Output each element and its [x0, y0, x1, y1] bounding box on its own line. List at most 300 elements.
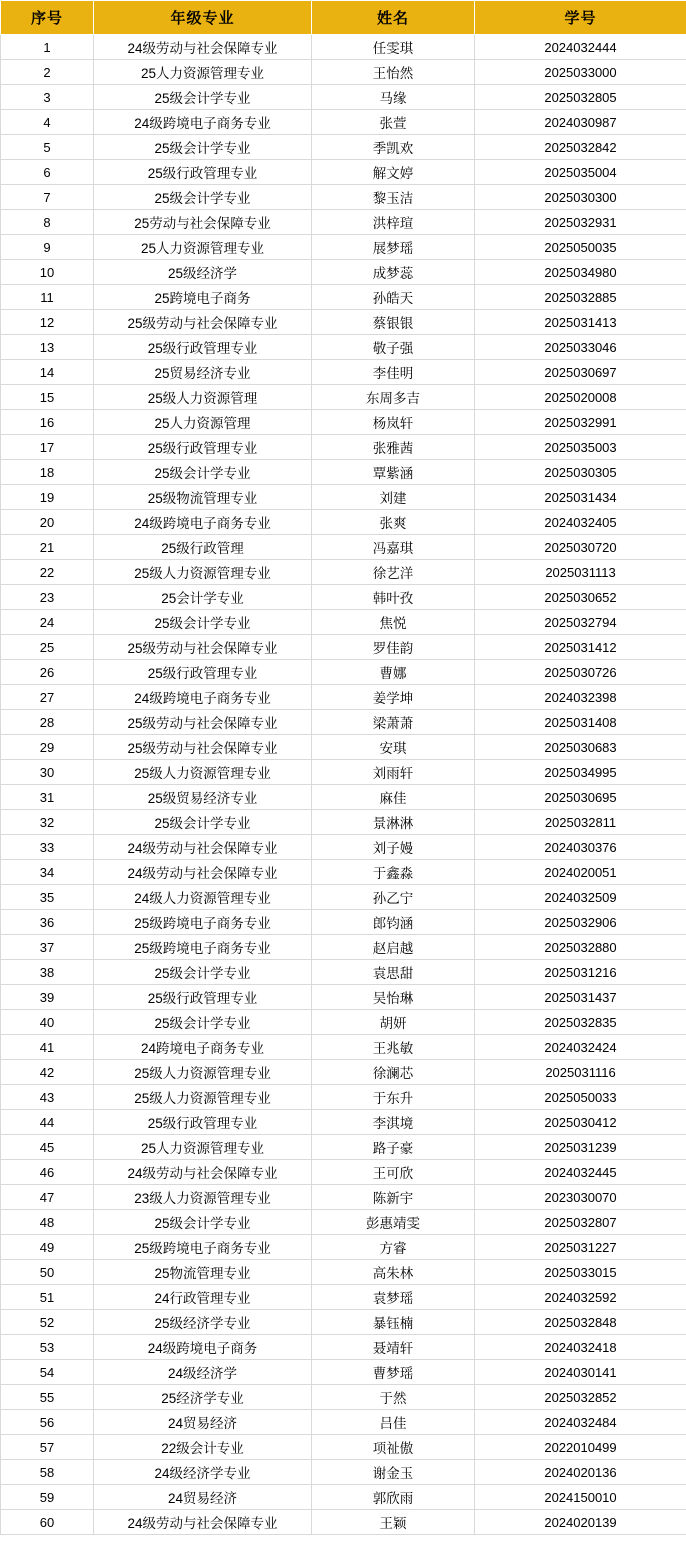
cell-major: 25级人力资源管理专业: [94, 1085, 312, 1110]
cell-major: 24行政管理专业: [94, 1285, 312, 1310]
table-row: [1, 1410, 686, 1435]
cell-major: 24级跨境电子商务专业: [94, 510, 312, 535]
cell-name: 于然: [312, 1385, 475, 1410]
cell-major: 24级跨境电子商务专业: [94, 110, 312, 135]
cell-index: 19: [1, 485, 94, 510]
table-row: [1, 835, 686, 860]
table-row: [1, 1010, 686, 1035]
cell-index: 5: [1, 135, 94, 160]
cell-student-id: 2025032835: [475, 1010, 686, 1035]
cell-major: 23级人力资源管理专业: [94, 1185, 312, 1210]
cell-index: 47: [1, 1185, 94, 1210]
cell-major: 25级行政管理专业: [94, 435, 312, 460]
cell-index: 6: [1, 160, 94, 185]
cell-student-id: 2025035004: [475, 160, 686, 185]
cell-name: 东周多吉: [312, 385, 475, 410]
table-row: [1, 785, 686, 810]
column-header-name: 姓名: [312, 1, 475, 35]
table-row: [1, 35, 686, 60]
cell-name: 刘雨轩: [312, 760, 475, 785]
cell-major: 25会计学专业: [94, 585, 312, 610]
cell-name: 李淇境: [312, 1110, 475, 1135]
cell-major: 25级人力资源管理专业: [94, 1060, 312, 1085]
cell-name: 徐澜芯: [312, 1060, 475, 1085]
cell-major: 25级会计学专业: [94, 185, 312, 210]
cell-student-id: 2025030697: [475, 360, 686, 385]
cell-index: 28: [1, 710, 94, 735]
cell-name: 景淋淋: [312, 810, 475, 835]
cell-name: 郎钧涵: [312, 910, 475, 935]
cell-name: 敬子强: [312, 335, 475, 360]
cell-index: 25: [1, 635, 94, 660]
table-row: [1, 1435, 686, 1460]
cell-name: 孙乙宁: [312, 885, 475, 910]
cell-name: 季凯欢: [312, 135, 475, 160]
cell-index: 51: [1, 1285, 94, 1310]
cell-name: 吴怡琳: [312, 985, 475, 1010]
cell-student-id: 2024030376: [475, 835, 686, 860]
cell-index: 39: [1, 985, 94, 1010]
cell-major: 25级劳动与社会保障专业: [94, 710, 312, 735]
table-row: [1, 960, 686, 985]
cell-name: 张雅茜: [312, 435, 475, 460]
cell-major: 24级经济学专业: [94, 1460, 312, 1485]
cell-student-id: 2024032444: [475, 35, 686, 60]
cell-index: 15: [1, 385, 94, 410]
cell-student-id: 2025033000: [475, 60, 686, 85]
cell-major: 24级劳动与社会保障专业: [94, 1510, 312, 1535]
cell-student-id: 2025032852: [475, 1385, 686, 1410]
table-row: [1, 360, 686, 385]
cell-name: 洪梓瑄: [312, 210, 475, 235]
cell-index: 59: [1, 1485, 94, 1510]
cell-name: 项祉傲: [312, 1435, 475, 1460]
cell-major: 25级行政管理专业: [94, 660, 312, 685]
table-row: [1, 560, 686, 585]
table-row: [1, 1085, 686, 1110]
cell-index: 24: [1, 610, 94, 635]
table-row: [1, 435, 686, 460]
cell-student-id: 2025031113: [475, 560, 686, 585]
cell-index: 42: [1, 1060, 94, 1085]
cell-index: 43: [1, 1085, 94, 1110]
table-row: [1, 535, 686, 560]
cell-student-id: 2024030987: [475, 110, 686, 135]
cell-name: 谢金玉: [312, 1460, 475, 1485]
cell-name: 展梦瑶: [312, 235, 475, 260]
cell-student-id: 2025020008: [475, 385, 686, 410]
table-row: [1, 935, 686, 960]
cell-index: 48: [1, 1210, 94, 1235]
cell-student-id: 2025030305: [475, 460, 686, 485]
cell-index: 58: [1, 1460, 94, 1485]
table-row: [1, 660, 686, 685]
cell-index: 56: [1, 1410, 94, 1435]
cell-student-id: 2025031412: [475, 635, 686, 660]
cell-major: 25级行政管理专业: [94, 335, 312, 360]
cell-name: 吕佳: [312, 1410, 475, 1435]
cell-major: 25级会计学专业: [94, 610, 312, 635]
cell-major: 25级跨境电子商务专业: [94, 1235, 312, 1260]
table-row: [1, 1160, 686, 1185]
table-row: [1, 85, 686, 110]
table-row: [1, 1310, 686, 1335]
cell-name: 韩叶孜: [312, 585, 475, 610]
cell-student-id: 2025031216: [475, 960, 686, 985]
cell-index: 22: [1, 560, 94, 585]
cell-major: 24级跨境电子商务: [94, 1335, 312, 1360]
cell-student-id: 2024020139: [475, 1510, 686, 1535]
cell-index: 30: [1, 760, 94, 785]
cell-index: 53: [1, 1335, 94, 1360]
table-row: [1, 1335, 686, 1360]
cell-major: 24级劳动与社会保障专业: [94, 1160, 312, 1185]
cell-student-id: 2025032931: [475, 210, 686, 235]
cell-major: 25级会计学专业: [94, 460, 312, 485]
cell-index: 9: [1, 235, 94, 260]
cell-major: 25级经济学: [94, 260, 312, 285]
cell-major: 25级会计学专业: [94, 1010, 312, 1035]
cell-major: 25跨境电子商务: [94, 285, 312, 310]
table-row: [1, 760, 686, 785]
cell-major: 25级行政管理专业: [94, 160, 312, 185]
cell-name: 安琪: [312, 735, 475, 760]
cell-student-id: 2025031434: [475, 485, 686, 510]
cell-major: 25贸易经济专业: [94, 360, 312, 385]
table-row: [1, 310, 686, 335]
cell-index: 36: [1, 910, 94, 935]
cell-name: 暴钰楠: [312, 1310, 475, 1335]
table-row: [1, 135, 686, 160]
table-row: [1, 410, 686, 435]
cell-index: 29: [1, 735, 94, 760]
cell-index: 49: [1, 1235, 94, 1260]
cell-name: 姜学坤: [312, 685, 475, 710]
cell-student-id: 2025033046: [475, 335, 686, 360]
cell-name: 胡妍: [312, 1010, 475, 1035]
cell-name: 冯嘉琪: [312, 535, 475, 560]
cell-student-id: 2025031116: [475, 1060, 686, 1085]
cell-index: 17: [1, 435, 94, 460]
cell-student-id: 2024030141: [475, 1360, 686, 1385]
cell-major: 25级行政管理专业: [94, 1110, 312, 1135]
cell-major: 25级会计学专业: [94, 85, 312, 110]
cell-student-id: 2025031239: [475, 1135, 686, 1160]
cell-major: 25级贸易经济专业: [94, 785, 312, 810]
cell-name: 曹娜: [312, 660, 475, 685]
cell-name: 杨岚轩: [312, 410, 475, 435]
cell-name: 路子豪: [312, 1135, 475, 1160]
table-row: [1, 1510, 686, 1535]
cell-index: 4: [1, 110, 94, 135]
cell-major: 25劳动与社会保障专业: [94, 210, 312, 235]
cell-name: 聂靖轩: [312, 1335, 475, 1360]
cell-major: 25级会计学专业: [94, 1210, 312, 1235]
cell-major: 25人力资源管理专业: [94, 235, 312, 260]
table-row: [1, 485, 686, 510]
cell-index: 37: [1, 935, 94, 960]
cell-index: 31: [1, 785, 94, 810]
cell-student-id: 2025030300: [475, 185, 686, 210]
table-row: [1, 1185, 686, 1210]
cell-index: 46: [1, 1160, 94, 1185]
cell-student-id: 2025032811: [475, 810, 686, 835]
cell-name: 李佳明: [312, 360, 475, 385]
cell-name: 陈新宇: [312, 1185, 475, 1210]
table-row: [1, 910, 686, 935]
cell-student-id: 2024032418: [475, 1335, 686, 1360]
table-row: [1, 635, 686, 660]
cell-index: 3: [1, 85, 94, 110]
table-row: [1, 710, 686, 735]
cell-name: 孙皓天: [312, 285, 475, 310]
cell-index: 12: [1, 310, 94, 335]
cell-name: 罗佳韵: [312, 635, 475, 660]
table-row: [1, 1060, 686, 1085]
cell-name: 覃紫涵: [312, 460, 475, 485]
cell-student-id: 2025030412: [475, 1110, 686, 1135]
table-row: [1, 110, 686, 135]
table-row: [1, 585, 686, 610]
cell-name: 彭惠靖雯: [312, 1210, 475, 1235]
cell-name: 解文婷: [312, 160, 475, 185]
cell-index: 34: [1, 860, 94, 885]
cell-major: 24级人力资源管理专业: [94, 885, 312, 910]
cell-name: 梁萧萧: [312, 710, 475, 735]
cell-student-id: 2025030720: [475, 535, 686, 560]
cell-student-id: 2024032405: [475, 510, 686, 535]
cell-index: 21: [1, 535, 94, 560]
table-row: [1, 335, 686, 360]
cell-major: 24级劳动与社会保障专业: [94, 835, 312, 860]
cell-index: 55: [1, 1385, 94, 1410]
cell-student-id: 2024032484: [475, 1410, 686, 1435]
cell-name: 焦悦: [312, 610, 475, 635]
table-row: [1, 260, 686, 285]
table-row: [1, 885, 686, 910]
cell-student-id: 2024150010: [475, 1485, 686, 1510]
cell-name: 黎玉洁: [312, 185, 475, 210]
cell-student-id: 2025030683: [475, 735, 686, 760]
cell-student-id: 2023030070: [475, 1185, 686, 1210]
cell-student-id: 2025032848: [475, 1310, 686, 1335]
cell-name: 高朱林: [312, 1260, 475, 1285]
cell-major: 24级劳动与社会保障专业: [94, 35, 312, 60]
table-row: [1, 235, 686, 260]
cell-index: 32: [1, 810, 94, 835]
table-row: [1, 1360, 686, 1385]
cell-student-id: 2025035003: [475, 435, 686, 460]
table-row: [1, 60, 686, 85]
table-row: [1, 1035, 686, 1060]
cell-major: 25级人力资源管理专业: [94, 560, 312, 585]
cell-name: 王兆敏: [312, 1035, 475, 1060]
cell-name: 任雯琪: [312, 35, 475, 60]
cell-name: 袁思甜: [312, 960, 475, 985]
cell-index: 54: [1, 1360, 94, 1385]
cell-major: 25级会计学专业: [94, 135, 312, 160]
cell-major: 25级劳动与社会保障专业: [94, 735, 312, 760]
cell-student-id: 2024032424: [475, 1035, 686, 1060]
cell-index: 10: [1, 260, 94, 285]
table-row: [1, 285, 686, 310]
cell-index: 18: [1, 460, 94, 485]
cell-student-id: 2025032885: [475, 285, 686, 310]
cell-student-id: 2024032445: [475, 1160, 686, 1185]
cell-index: 13: [1, 335, 94, 360]
cell-index: 52: [1, 1310, 94, 1335]
cell-name: 徐艺洋: [312, 560, 475, 585]
cell-major: 25级跨境电子商务专业: [94, 910, 312, 935]
cell-index: 38: [1, 960, 94, 985]
cell-name: 王颖: [312, 1510, 475, 1535]
cell-index: 44: [1, 1110, 94, 1135]
table-row: [1, 1210, 686, 1235]
cell-major: 25物流管理专业: [94, 1260, 312, 1285]
cell-name: 刘建: [312, 485, 475, 510]
table-header: [1, 1, 686, 35]
table-row: [1, 860, 686, 885]
table-row: [1, 1110, 686, 1135]
cell-name: 张萱: [312, 110, 475, 135]
cell-student-id: 2025033015: [475, 1260, 686, 1285]
cell-name: 王怡然: [312, 60, 475, 85]
cell-student-id: 2025032794: [475, 610, 686, 635]
table-row: [1, 210, 686, 235]
cell-index: 23: [1, 585, 94, 610]
table-row: [1, 985, 686, 1010]
table-row: [1, 1260, 686, 1285]
cell-student-id: 2025032842: [475, 135, 686, 160]
cell-major: 25级行政管理: [94, 535, 312, 560]
cell-index: 2: [1, 60, 94, 85]
cell-major: 25级物流管理专业: [94, 485, 312, 510]
cell-index: 35: [1, 885, 94, 910]
cell-index: 41: [1, 1035, 94, 1060]
cell-major: 24级劳动与社会保障专业: [94, 860, 312, 885]
column-header-student-id: 学号: [475, 1, 686, 35]
cell-name: 成梦蕊: [312, 260, 475, 285]
cell-major: 24贸易经济: [94, 1410, 312, 1435]
cell-student-id: 2024020136: [475, 1460, 686, 1485]
cell-student-id: 2024032509: [475, 885, 686, 910]
table-body: [1, 35, 686, 1535]
cell-name: 于鑫淼: [312, 860, 475, 885]
cell-student-id: 2025034980: [475, 260, 686, 285]
cell-major: 24跨境电子商务专业: [94, 1035, 312, 1060]
cell-major: 25级会计学专业: [94, 810, 312, 835]
cell-major: 25级经济学专业: [94, 1310, 312, 1335]
table-row: [1, 610, 686, 635]
cell-index: 40: [1, 1010, 94, 1035]
table-row: [1, 1135, 686, 1160]
cell-index: 20: [1, 510, 94, 535]
cell-name: 郭欣雨: [312, 1485, 475, 1510]
cell-student-id: 2025032906: [475, 910, 686, 935]
column-header-major: 年级专业: [94, 1, 312, 35]
cell-index: 11: [1, 285, 94, 310]
cell-student-id: 2024020051: [475, 860, 686, 885]
cell-student-id: 2025030652: [475, 585, 686, 610]
cell-student-id: 2024032398: [475, 685, 686, 710]
cell-name: 方睿: [312, 1235, 475, 1260]
cell-name: 刘子嫚: [312, 835, 475, 860]
cell-major: 25级人力资源管理专业: [94, 760, 312, 785]
cell-index: 1: [1, 35, 94, 60]
cell-name: 马缘: [312, 85, 475, 110]
cell-major: 24级跨境电子商务专业: [94, 685, 312, 710]
cell-student-id: 2025032807: [475, 1210, 686, 1235]
cell-major: 25人力资源管理专业: [94, 1135, 312, 1160]
cell-name: 麻佳: [312, 785, 475, 810]
table-row: [1, 735, 686, 760]
cell-major: 24级经济学: [94, 1360, 312, 1385]
table-row: [1, 1285, 686, 1310]
cell-major: 25经济学专业: [94, 1385, 312, 1410]
cell-index: 7: [1, 185, 94, 210]
table-row: [1, 460, 686, 485]
cell-index: 26: [1, 660, 94, 685]
cell-student-id: 2025031437: [475, 985, 686, 1010]
cell-index: 45: [1, 1135, 94, 1160]
cell-index: 14: [1, 360, 94, 385]
table-header-row: [1, 1, 686, 35]
cell-student-id: 2022010499: [475, 1435, 686, 1460]
cell-student-id: 2025034995: [475, 760, 686, 785]
cell-name: 张爽: [312, 510, 475, 535]
cell-index: 16: [1, 410, 94, 435]
cell-student-id: 2025050033: [475, 1085, 686, 1110]
table-row: [1, 185, 686, 210]
table-row: [1, 510, 686, 535]
cell-name: 曹梦瑶: [312, 1360, 475, 1385]
column-header-index: 序号: [1, 1, 94, 35]
cell-student-id: 2025032991: [475, 410, 686, 435]
table-row: [1, 685, 686, 710]
table-row: [1, 1460, 686, 1485]
cell-index: 50: [1, 1260, 94, 1285]
cell-index: 33: [1, 835, 94, 860]
cell-index: 8: [1, 210, 94, 235]
cell-major: 25人力资源管理专业: [94, 60, 312, 85]
table-row: [1, 810, 686, 835]
cell-name: 袁梦瑶: [312, 1285, 475, 1310]
cell-student-id: 2025030726: [475, 660, 686, 685]
cell-major: 25级劳动与社会保障专业: [94, 310, 312, 335]
table-row: [1, 1235, 686, 1260]
cell-student-id: 2025050035: [475, 235, 686, 260]
cell-major: 25人力资源管理: [94, 410, 312, 435]
cell-name: 王可欣: [312, 1160, 475, 1185]
table-row: [1, 160, 686, 185]
cell-student-id: 2024032592: [475, 1285, 686, 1310]
table-row: [1, 385, 686, 410]
cell-major: 25级跨境电子商务专业: [94, 935, 312, 960]
cell-name: 于东升: [312, 1085, 475, 1110]
cell-student-id: 2025031408: [475, 710, 686, 735]
cell-student-id: 2025030695: [475, 785, 686, 810]
cell-major: 25级人力资源管理: [94, 385, 312, 410]
cell-major: 25级劳动与社会保障专业: [94, 635, 312, 660]
cell-name: 蔡银银: [312, 310, 475, 335]
cell-student-id: 2025032880: [475, 935, 686, 960]
cell-major: 22级会计专业: [94, 1435, 312, 1460]
cell-major: 25级行政管理专业: [94, 985, 312, 1010]
cell-student-id: 2025031413: [475, 310, 686, 335]
cell-index: 60: [1, 1510, 94, 1535]
cell-index: 57: [1, 1435, 94, 1460]
cell-major: 25级会计学专业: [94, 960, 312, 985]
